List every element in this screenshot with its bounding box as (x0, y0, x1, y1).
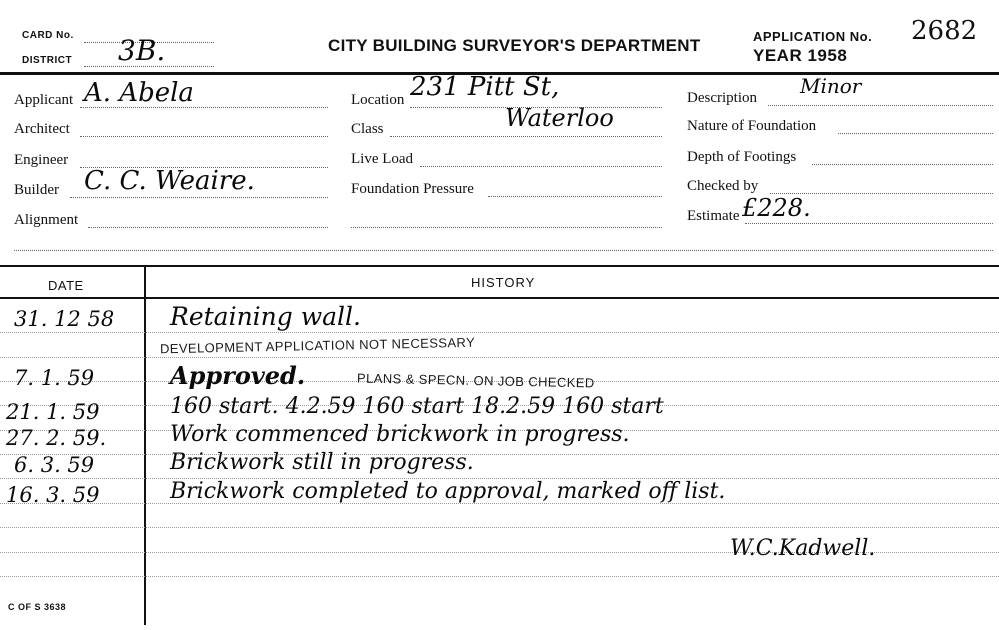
checked-by-label: Checked by (687, 178, 759, 194)
card-no-label: CARD No. (22, 30, 74, 41)
history-top-rule (0, 265, 999, 267)
class-value: Waterloo (505, 104, 614, 132)
history-date: 6. 3. 59 (14, 453, 95, 477)
builder-label: Builder (14, 182, 59, 198)
history-entry: Work commenced brickwork in progress. (170, 422, 630, 447)
applicant-value: A. Abela (84, 78, 194, 108)
date-column-divider (144, 265, 146, 625)
history-date: 21. 1. 59 (6, 400, 100, 424)
department-title: CITY BUILDING SURVEYOR'S DEPARTMENT (328, 36, 701, 55)
inspector-signature: W.C.Kadwell. (730, 536, 876, 561)
class-label: Class (351, 121, 384, 137)
builder-value: C. C. Weaire. (84, 166, 255, 196)
estimate-label: Estimate (687, 208, 740, 224)
description-value: Minor (800, 74, 862, 98)
description-label: Description (687, 90, 757, 106)
development-stamp: DEVELOPMENT APPLICATION NOT NECESSARY (159, 334, 476, 357)
application-label: APPLICATION No. (753, 29, 873, 44)
history-entry: Approved. (170, 361, 306, 390)
history-date: 7. 1. 59 (14, 366, 95, 390)
history-entry: Brickwork still in progress. (170, 450, 474, 475)
application-number: 2682 (911, 16, 978, 46)
estimate-value: £228. (742, 194, 811, 222)
history-header: HISTORY (471, 275, 536, 290)
history-date: 27. 2. 59. (6, 426, 107, 450)
engineer-label: Engineer (14, 152, 69, 168)
form-code: C OF S 3638 (8, 602, 67, 612)
history-header-rule (0, 297, 999, 299)
card-no-value: 3B. (118, 34, 166, 67)
history-entry: Brickwork completed to approval, marked off list. (170, 479, 726, 504)
district-label: DISTRICT (22, 55, 73, 66)
history-date: 31. 12 58 (14, 307, 115, 331)
location-value: 231 Pitt St, (410, 72, 560, 102)
foundation-pressure-label: Foundation Pressure (351, 181, 474, 197)
history-entry: Retaining wall. (170, 302, 361, 331)
history-entry: 160 start. 4.2.59 160 start 18.2.59 160 start (170, 394, 664, 419)
depth-of-footings-label: Depth of Footings (687, 149, 797, 165)
live-load-label: Live Load (351, 151, 414, 167)
applicant-label: Applicant (14, 92, 74, 108)
architect-label: Architect (14, 121, 70, 137)
alignment-label: Alignment (14, 212, 79, 228)
date-header: DATE (48, 278, 84, 293)
plans-checked-stamp: PLANS & SPECN. ON JOB CHECKED (356, 370, 595, 391)
history-date: 16. 3. 59 (6, 483, 100, 507)
year-label: YEAR 1958 (753, 46, 848, 65)
nature-of-foundation-label: Nature of Foundation (687, 118, 817, 134)
location-label: Location (351, 92, 405, 108)
